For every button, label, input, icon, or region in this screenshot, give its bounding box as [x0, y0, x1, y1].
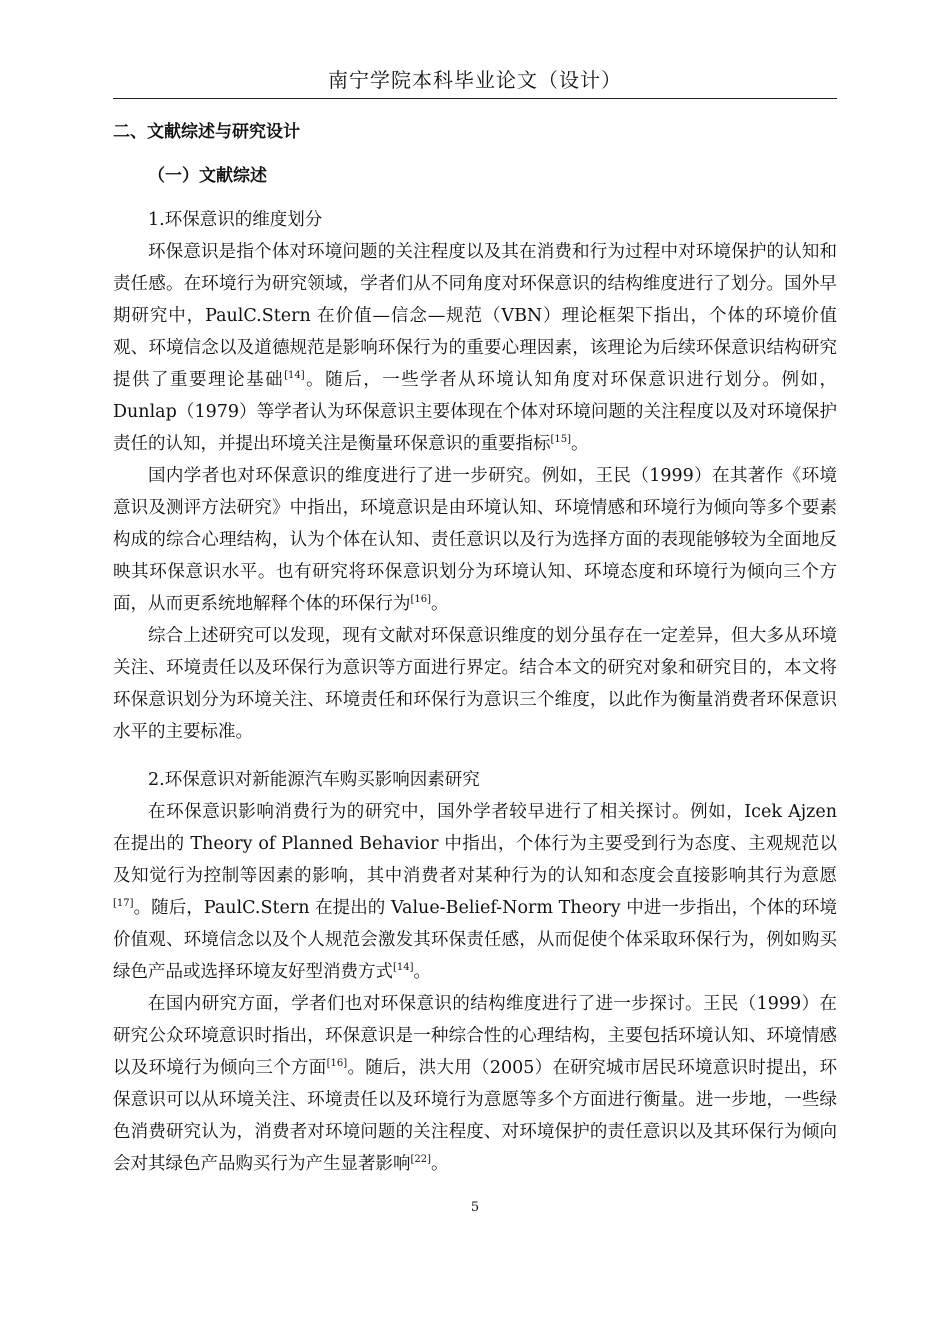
part2-title: 2.环保意识对新能源汽车购买影响因素研究 [148, 770, 480, 790]
text: 。随后，PaulC.Stern 在提出的 Value-Belief-Norm Theory 中进一步指出，个体的环境价值观、环境信念以及个人规范会激发其环保责任感，从而促使个体采取环保行为，例如购买绿色产品或选择环境友好型消费方式 [113, 898, 837, 982]
citation: [22] [410, 1154, 432, 1165]
text: 。随后，洪大用（2005）在研究城市居民环境意识时提出，环保意识可以从环境关注、环境责任以及环境行为意愿等多个方面进行衡量。进一步地，一些绿色消费研究认为，消费者对环境问题的关注程度、对环境保护的责任意识以及其环保行为倾向会对其绿色产品购买行为产生显著影响 [113, 1058, 837, 1174]
citation: [16] [326, 1058, 348, 1069]
citation: [17] [113, 898, 134, 909]
citation: [14] [393, 962, 414, 973]
text: 。 [571, 434, 589, 454]
citation: [16] [410, 594, 432, 605]
header-divider [113, 98, 837, 99]
part1-paragraph-2 [113, 460, 837, 620]
part2-paragraph-1 [113, 796, 837, 988]
section-heading: 二、文献综述与研究设计 [113, 122, 300, 142]
text: 国内学者也对环保意识的维度进行了进一步研究。例如，王民（1999）在其著作《环境意识及测评方法研究》中指出，环境意识是由环境认知、环境情感和环境行为倾向等多个要素构成的综合心理结构，认为个体在认知、责任意识以及行为选择方面的表现能够较为全面地反映其环保意识水平。也有研究将环保意识划分为环境认知、环境态度和环境行为倾向三个方面，从而更系统地解释个体的环保行为 [113, 466, 837, 614]
text: 。 [431, 594, 449, 614]
text: 在国内研究方面，学者们也对环保意识的结构维度进行了进一步探讨。王民（1999）在研究公众环境意识时指出，环保意识是一种综合性的心理结构，主要包括环境认知、环境情感以及环境行为倾向三个方面 [113, 994, 837, 1078]
text: 环保意识是指个体对环境问题的关注程度以及其在消费和行为过程中对环境保护的认知和责任感。在环境行为研究领域，学者们从不同角度对环保意识的结构维度进行了划分。国外早期研究中，PaulC.Stern 在价值—信念—规范（VBN）理论框架下指出，个体的环境价值观、环境信念以及道德规范是影响环保行为的重要心理因素，该理论为后续环保意识结构研究提供了重要理论基础 [113, 242, 837, 390]
part2-paragraph-2 [113, 988, 837, 1180]
part1-paragraph-1 [113, 236, 837, 460]
text: 在环保意识影响消费行为的研究中，国外学者较早进行了相关探讨。例如，Icek Ajzen 在提出的 Theory of Planned Behavior 中指出，个体行为主要受到行为态度、主观规范以及知觉行为控制等因素的影响，其中消费者对某种行为的认知和态度会直接影响其行为意愿 [113, 802, 837, 886]
text: 。 [413, 962, 432, 982]
part1-paragraph-3: 综合上述研究可以发现，现有文献对环保意识维度的划分虽存在一定差异，但大多从环境关注、环境责任以及环保行为意识等方面进行界定。结合本文的研究对象和研究目的，本文将环保意识划分为环境关注、环境责任和环保行为意识三个维度，以此作为衡量消费者环保意识水平的主要标准。 [113, 626, 837, 742]
citation: [14] [284, 370, 305, 381]
page-number: 5 [470, 1200, 480, 1215]
citation: [15] [550, 434, 572, 445]
part1-title: 1.环保意识的维度划分 [148, 210, 323, 230]
text: 。随后，一些学者从环境认知角度对环保意识进行划分。例如，Dunlap（1979）等学者认为环保意识主要体现在个体对环境问题的关注程度以及对环境保护责任的认知，并提出环境关注是衡量环保意识的重要指标 [113, 370, 838, 454]
page-body [113, 116, 837, 1180]
subsection-heading: （一）文献综述 [148, 166, 267, 186]
text: 。 [431, 1154, 449, 1174]
page-header-title: 南宁学院本科毕业论文（设计） [328, 68, 622, 92]
